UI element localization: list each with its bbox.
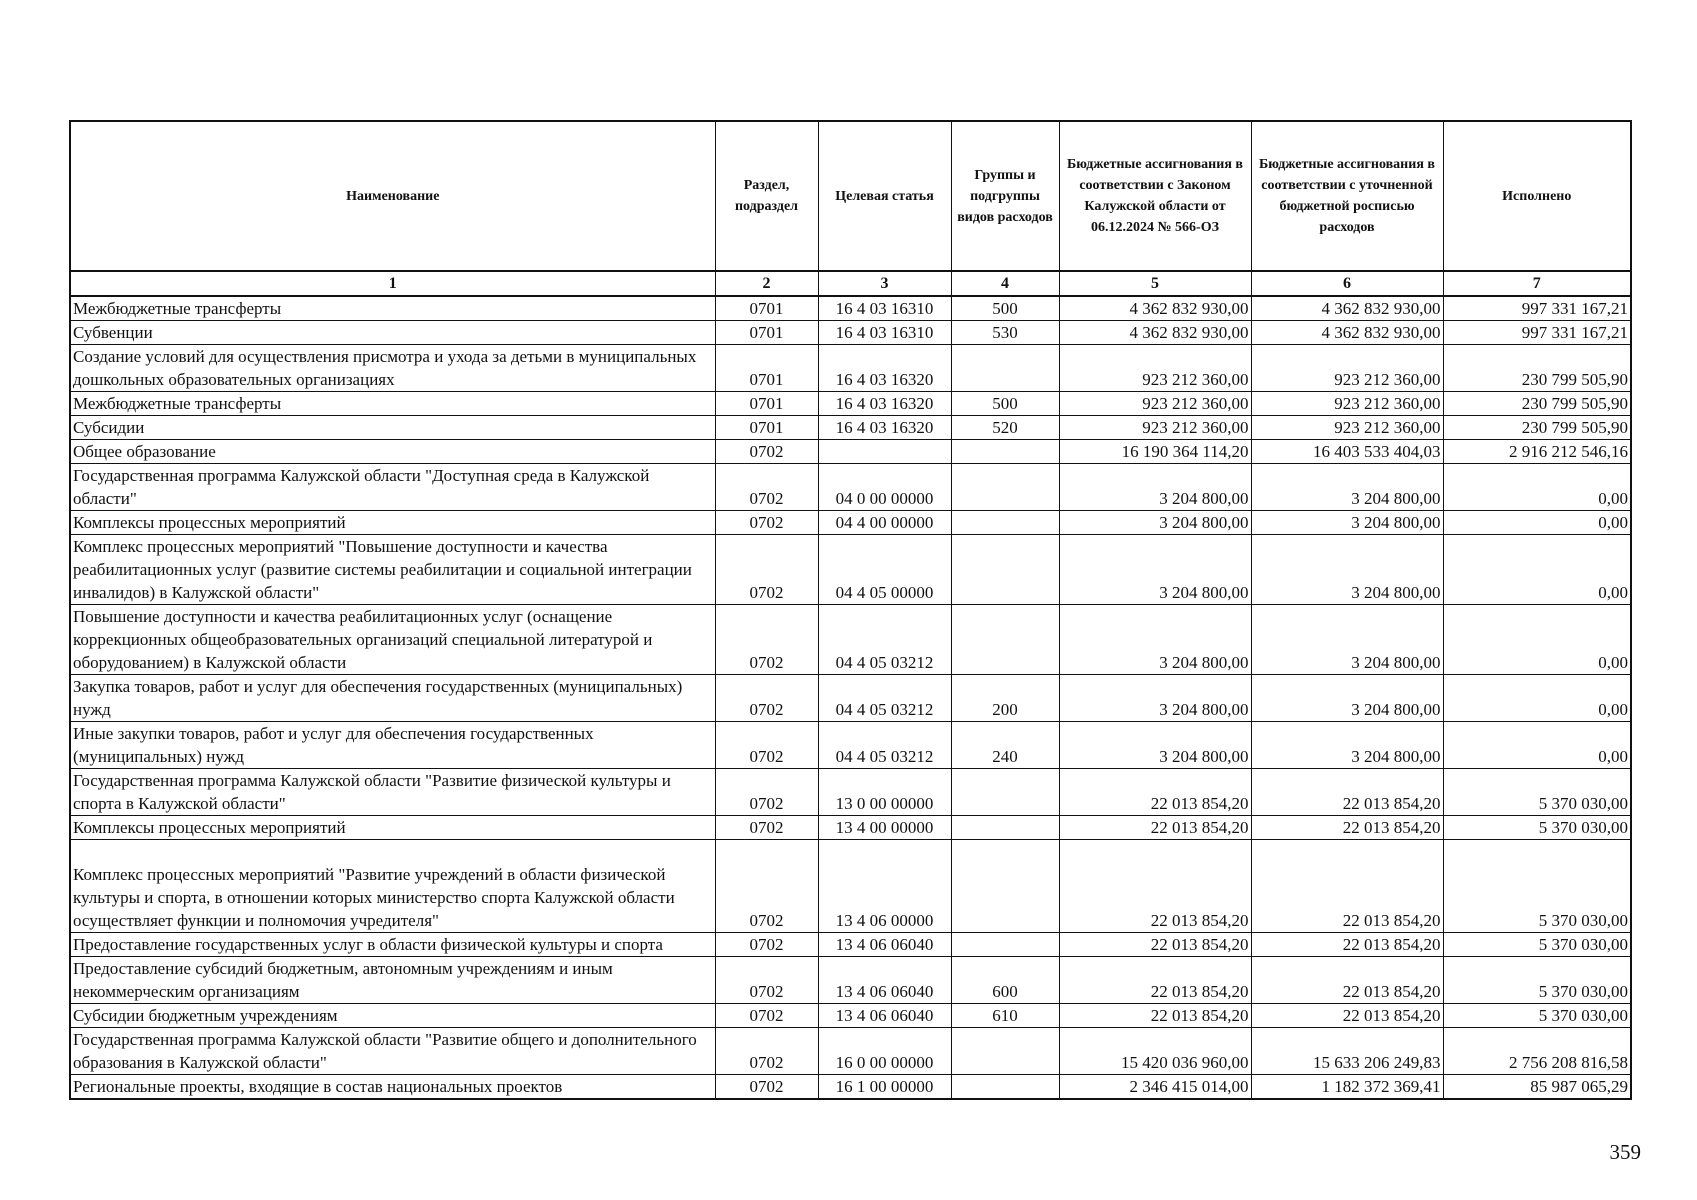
cell-name: Повышение доступности и качества реабилитационных услуг (оснащение коррекционных общеобразовательных организаций специальной литературой и оборудованием) в Калужской области (70, 605, 715, 675)
cell-refined-allocation: 4 362 832 930,00 (1251, 296, 1443, 321)
cell-group (951, 605, 1059, 675)
cell-name: Создание условий для осуществления присмотра и ухода за детьми в муниципальных дошкольных образовательных организациях (70, 345, 715, 392)
cell-executed: 230 799 505,90 (1443, 416, 1631, 440)
cell-refined-allocation: 3 204 800,00 (1251, 605, 1443, 675)
cell-target: 16 1 00 00000 (818, 1075, 951, 1100)
cell-refined-allocation: 3 204 800,00 (1251, 722, 1443, 769)
cell-target: 04 4 00 00000 (818, 511, 951, 535)
cell-executed: 0,00 (1443, 535, 1631, 605)
table-row (70, 1028, 1631, 1075)
table-row (70, 816, 1631, 840)
cell-refined-allocation: 1 182 372 369,41 (1251, 1075, 1443, 1100)
cell-name: Региональные проекты, входящие в состав национальных проектов (70, 1075, 715, 1100)
cell-section: 0702 (715, 816, 818, 840)
cell-section: 0701 (715, 392, 818, 416)
cell-executed: 997 331 167,21 (1443, 296, 1631, 321)
header-groups: Группы и подгруппы видов расходов (951, 121, 1059, 271)
budget-table (69, 120, 1632, 1100)
cell-group (951, 535, 1059, 605)
cell-name: Межбюджетные трансферты (70, 296, 715, 321)
column-number: 2 (715, 271, 818, 296)
cell-section: 0701 (715, 296, 818, 321)
cell-law-allocation: 4 362 832 930,00 (1059, 321, 1251, 345)
header-target: Целевая статья (818, 121, 951, 271)
table-row (70, 957, 1631, 1004)
table-row (70, 1004, 1631, 1028)
cell-group: 500 (951, 296, 1059, 321)
cell-refined-allocation: 923 212 360,00 (1251, 392, 1443, 416)
column-number: 5 (1059, 271, 1251, 296)
cell-target: 13 4 06 06040 (818, 1004, 951, 1028)
header-name: Наименование (70, 121, 715, 271)
cell-group (951, 440, 1059, 464)
cell-refined-allocation: 3 204 800,00 (1251, 535, 1443, 605)
cell-target: 04 4 05 03212 (818, 675, 951, 722)
cell-refined-allocation: 22 013 854,20 (1251, 769, 1443, 816)
cell-section: 0702 (715, 722, 818, 769)
cell-executed: 0,00 (1443, 511, 1631, 535)
cell-target: 13 4 06 00000 (818, 840, 951, 933)
cell-group (951, 769, 1059, 816)
cell-law-allocation: 3 204 800,00 (1059, 511, 1251, 535)
cell-section: 0702 (715, 675, 818, 722)
column-number-row (70, 271, 1631, 296)
table-row (70, 675, 1631, 722)
cell-executed: 5 370 030,00 (1443, 933, 1631, 957)
cell-group (951, 1075, 1059, 1100)
cell-name: Иные закупки товаров, работ и услуг для обеспечения государственных (муниципальных) нужд (70, 722, 715, 769)
table-row (70, 440, 1631, 464)
column-number: 4 (951, 271, 1059, 296)
cell-law-allocation: 22 013 854,20 (1059, 840, 1251, 933)
cell-name: Комплекс процессных мероприятий "Развитие учреждений в области физической культуры и спорта, в отношении которых министерство спорта Калужской области осуществляет функции и полномочия учредителя" (70, 840, 715, 933)
cell-name: Общее образование (70, 440, 715, 464)
cell-refined-allocation: 22 013 854,20 (1251, 816, 1443, 840)
cell-section: 0702 (715, 840, 818, 933)
cell-executed: 0,00 (1443, 464, 1631, 511)
cell-target: 13 4 06 06040 (818, 933, 951, 957)
cell-name: Субвенции (70, 321, 715, 345)
cell-section: 0702 (715, 1004, 818, 1028)
cell-group: 520 (951, 416, 1059, 440)
cell-name: Государственная программа Калужской области "Развитие общего и дополнительного образования в Калужской области" (70, 1028, 715, 1075)
cell-executed: 997 331 167,21 (1443, 321, 1631, 345)
cell-executed: 0,00 (1443, 675, 1631, 722)
cell-law-allocation: 3 204 800,00 (1059, 605, 1251, 675)
cell-section: 0702 (715, 1028, 818, 1075)
cell-law-allocation: 22 013 854,20 (1059, 1004, 1251, 1028)
cell-law-allocation: 22 013 854,20 (1059, 933, 1251, 957)
cell-refined-allocation: 923 212 360,00 (1251, 345, 1443, 392)
cell-group (951, 816, 1059, 840)
cell-executed: 0,00 (1443, 605, 1631, 675)
cell-target: 04 4 05 03212 (818, 722, 951, 769)
column-number: 6 (1251, 271, 1443, 296)
cell-target: 16 4 03 16310 (818, 296, 951, 321)
table-row (70, 296, 1631, 321)
cell-executed: 2 916 212 546,16 (1443, 440, 1631, 464)
cell-name: Комплекс процессных мероприятий "Повышение доступности и качества реабилитационных услуг (развитие системы реабилитации и социальной интеграции инвалидов) в Калужской области" (70, 535, 715, 605)
table-row (70, 769, 1631, 816)
cell-section: 0701 (715, 321, 818, 345)
cell-refined-allocation: 3 204 800,00 (1251, 464, 1443, 511)
cell-group: 500 (951, 392, 1059, 416)
cell-section: 0702 (715, 464, 818, 511)
cell-law-allocation: 3 204 800,00 (1059, 722, 1251, 769)
table-row (70, 605, 1631, 675)
cell-target: 16 4 03 16320 (818, 392, 951, 416)
cell-law-allocation: 2 346 415 014,00 (1059, 1075, 1251, 1100)
cell-target: 13 4 00 00000 (818, 816, 951, 840)
cell-section: 0701 (715, 345, 818, 392)
cell-refined-allocation: 16 403 533 404,03 (1251, 440, 1443, 464)
cell-name: Комплексы процессных мероприятий (70, 511, 715, 535)
cell-law-allocation: 923 212 360,00 (1059, 416, 1251, 440)
cell-section: 0701 (715, 416, 818, 440)
cell-group: 530 (951, 321, 1059, 345)
cell-target: 16 4 03 16320 (818, 416, 951, 440)
cell-law-allocation: 923 212 360,00 (1059, 345, 1251, 392)
cell-target: 04 4 05 03212 (818, 605, 951, 675)
cell-name: Государственная программа Калужской области "Доступная среда в Калужской области" (70, 464, 715, 511)
cell-law-allocation: 22 013 854,20 (1059, 769, 1251, 816)
table-row (70, 464, 1631, 511)
cell-target: 04 4 05 00000 (818, 535, 951, 605)
cell-section: 0702 (715, 535, 818, 605)
column-number: 1 (70, 271, 715, 296)
header-executed: Исполнено (1443, 121, 1631, 271)
cell-group: 600 (951, 957, 1059, 1004)
header-section: Раздел, подраздел (715, 121, 818, 271)
header-refined-allocations: Бюджетные ассигнования в соответствии с уточненной бюджетной росписью расходов (1251, 121, 1443, 271)
cell-refined-allocation: 22 013 854,20 (1251, 1004, 1443, 1028)
cell-refined-allocation: 22 013 854,20 (1251, 957, 1443, 1004)
cell-law-allocation: 3 204 800,00 (1059, 535, 1251, 605)
cell-name: Субсидии (70, 416, 715, 440)
cell-executed: 85 987 065,29 (1443, 1075, 1631, 1100)
cell-section: 0702 (715, 957, 818, 1004)
cell-group: 610 (951, 1004, 1059, 1028)
cell-group: 240 (951, 722, 1059, 769)
table-row (70, 535, 1631, 605)
cell-name: Комплексы процессных мероприятий (70, 816, 715, 840)
header-law-allocations: Бюджетные ассигнования в соответствии с Законом Калужской области от 06.12.2024 № 566-ОЗ (1059, 121, 1251, 271)
cell-executed: 2 756 208 816,58 (1443, 1028, 1631, 1075)
cell-target: 16 0 00 00000 (818, 1028, 951, 1075)
table-row (70, 933, 1631, 957)
cell-section: 0702 (715, 1075, 818, 1100)
header-row (70, 121, 1631, 271)
cell-group (951, 345, 1059, 392)
cell-group (951, 933, 1059, 957)
cell-refined-allocation: 3 204 800,00 (1251, 511, 1443, 535)
cell-refined-allocation: 15 633 206 249,83 (1251, 1028, 1443, 1075)
cell-law-allocation: 923 212 360,00 (1059, 392, 1251, 416)
cell-law-allocation: 15 420 036 960,00 (1059, 1028, 1251, 1075)
page-number: 359 (1609, 1140, 1641, 1164)
cell-name: Межбюджетные трансферты (70, 392, 715, 416)
cell-refined-allocation: 4 362 832 930,00 (1251, 321, 1443, 345)
cell-target: 16 4 03 16320 (818, 345, 951, 392)
cell-refined-allocation: 923 212 360,00 (1251, 416, 1443, 440)
cell-law-allocation: 3 204 800,00 (1059, 464, 1251, 511)
cell-law-allocation: 22 013 854,20 (1059, 816, 1251, 840)
cell-name: Закупка товаров, работ и услуг для обеспечения государственных (муниципальных) нужд (70, 675, 715, 722)
cell-name: Предоставление государственных услуг в области физической культуры и спорта (70, 933, 715, 957)
cell-refined-allocation: 22 013 854,20 (1251, 933, 1443, 957)
cell-group (951, 511, 1059, 535)
table-row (70, 511, 1631, 535)
cell-name: Субсидии бюджетным учреждениям (70, 1004, 715, 1028)
cell-target: 13 0 00 00000 (818, 769, 951, 816)
cell-group: 200 (951, 675, 1059, 722)
table-body (70, 296, 1631, 1099)
cell-executed: 5 370 030,00 (1443, 769, 1631, 816)
cell-target: 13 4 06 06040 (818, 957, 951, 1004)
column-number: 3 (818, 271, 951, 296)
cell-executed: 5 370 030,00 (1443, 816, 1631, 840)
cell-executed: 5 370 030,00 (1443, 1004, 1631, 1028)
cell-target (818, 440, 951, 464)
cell-law-allocation: 22 013 854,20 (1059, 957, 1251, 1004)
cell-refined-allocation: 3 204 800,00 (1251, 675, 1443, 722)
table-row (70, 345, 1631, 392)
cell-group (951, 840, 1059, 933)
cell-executed: 230 799 505,90 (1443, 345, 1631, 392)
cell-law-allocation: 16 190 364 114,20 (1059, 440, 1251, 464)
cell-target: 04 0 00 00000 (818, 464, 951, 511)
cell-group (951, 1028, 1059, 1075)
table-row (70, 321, 1631, 345)
cell-executed: 0,00 (1443, 722, 1631, 769)
cell-executed: 5 370 030,00 (1443, 957, 1631, 1004)
table-row (70, 1075, 1631, 1100)
cell-executed: 230 799 505,90 (1443, 392, 1631, 416)
cell-name: Государственная программа Калужской области "Развитие физической культуры и спорта в Калужской области" (70, 769, 715, 816)
cell-section: 0702 (715, 511, 818, 535)
table-row (70, 722, 1631, 769)
cell-law-allocation: 3 204 800,00 (1059, 675, 1251, 722)
cell-section: 0702 (715, 933, 818, 957)
column-number: 7 (1443, 271, 1631, 296)
cell-law-allocation: 4 362 832 930,00 (1059, 296, 1251, 321)
cell-section: 0702 (715, 440, 818, 464)
cell-name: Предоставление субсидий бюджетным, автономным учреждениям и иным некоммерческим организациям (70, 957, 715, 1004)
cell-section: 0702 (715, 605, 818, 675)
table-row (70, 392, 1631, 416)
cell-group (951, 464, 1059, 511)
table-row (70, 416, 1631, 440)
cell-target: 16 4 03 16310 (818, 321, 951, 345)
cell-executed: 5 370 030,00 (1443, 840, 1631, 933)
table-row (70, 840, 1631, 933)
cell-section: 0702 (715, 769, 818, 816)
cell-refined-allocation: 22 013 854,20 (1251, 840, 1443, 933)
